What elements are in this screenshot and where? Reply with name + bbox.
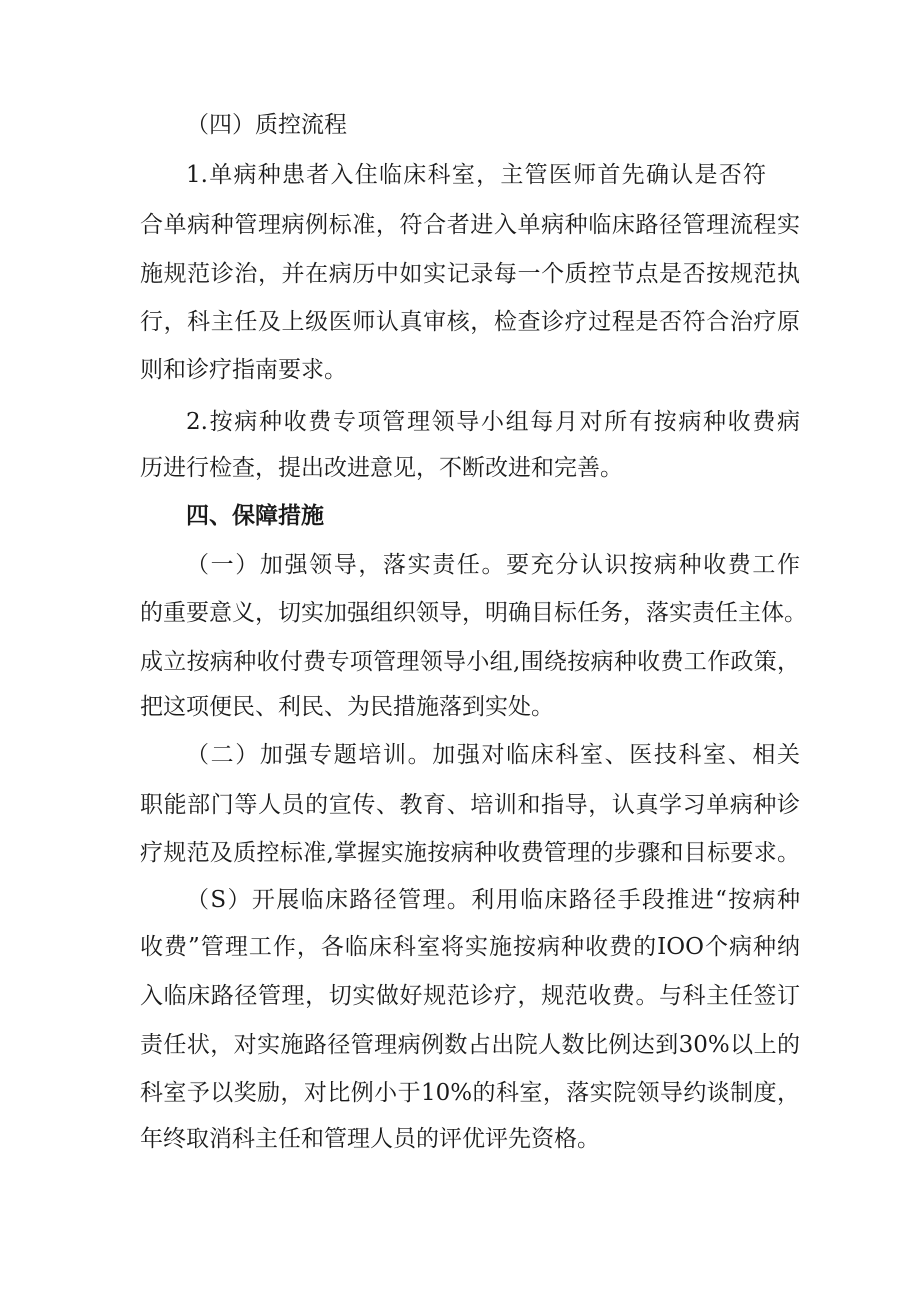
para3-line-3: 入临床路径管理，切实做好规范诊疗，规范收费。与科主任签订: [140, 983, 800, 1009]
para1-line-3: 成立按病种收付费专项管理领导小组,围绕按病种收费工作政策，: [140, 649, 800, 675]
para3-line-4: 责任状，对实施路径管理病例数占出院人数比例达到30%以上的: [140, 1032, 800, 1058]
item2-line-1: 2.按病种收费专项管理领导小组每月对所有按病种收费病: [186, 409, 800, 435]
item1-line-4: 行，科主任及上级医师认真审核，检查诊疗过程是否符合治疗原: [140, 309, 800, 335]
item1-line-5: 则和诊疗指南要求。: [140, 357, 347, 383]
para3-line-1: （S）开展临床路径管理。利用临床路径手段推进“按病种: [186, 887, 800, 913]
para3-line-5: 科室予以奖励，对比例小于10%的科室，落实院领导约谈制度，: [140, 1080, 800, 1106]
para2-line-1: （二）加强专题培训。加强对临床科室、医技科室、相关: [186, 742, 800, 768]
item1-line-2: 合单病种管理病例标准，符合者进入单病种临床路径管理流程实: [140, 212, 800, 238]
item1-line-1: 1.单病种患者入住临床科室，主管医师首先确认是否符: [186, 162, 766, 188]
para1-line-4: 把这项便民、利民、为民措施落到实处。: [140, 694, 554, 720]
para2-line-2: 职能部门等人员的宣传、教育、培训和指导，认真学习单病种诊: [140, 792, 800, 818]
para1-line-2: 的重要意义，切实加强组织领导，明确目标任务，落实责任主体。: [140, 600, 807, 626]
para3-line-6: 年终取消科主任和管理人员的评优评先资格。: [140, 1126, 600, 1152]
para2-line-3: 疗规范及质控标准,掌握实施按病种收费管理的步骤和目标要求。: [140, 840, 800, 866]
item2-line-2: 历进行检查，提出改进意见，不断改进和完善。: [140, 455, 623, 481]
item1-line-3: 施规范诊治，并在病历中如实记录每一个质控节点是否按规范执: [140, 261, 800, 287]
para1-line-1: （一）加强领导，落实责任。要充分认识按病种收费工作: [186, 552, 800, 578]
subsection-title-quality-control-process: （四）质控流程: [186, 112, 347, 138]
section-heading-guarantee-measures: 四、保障措施: [186, 503, 324, 529]
para3-line-2: 收费”管理工作，各临床科室将实施按病种收费的IOO个病种纳: [140, 934, 800, 960]
